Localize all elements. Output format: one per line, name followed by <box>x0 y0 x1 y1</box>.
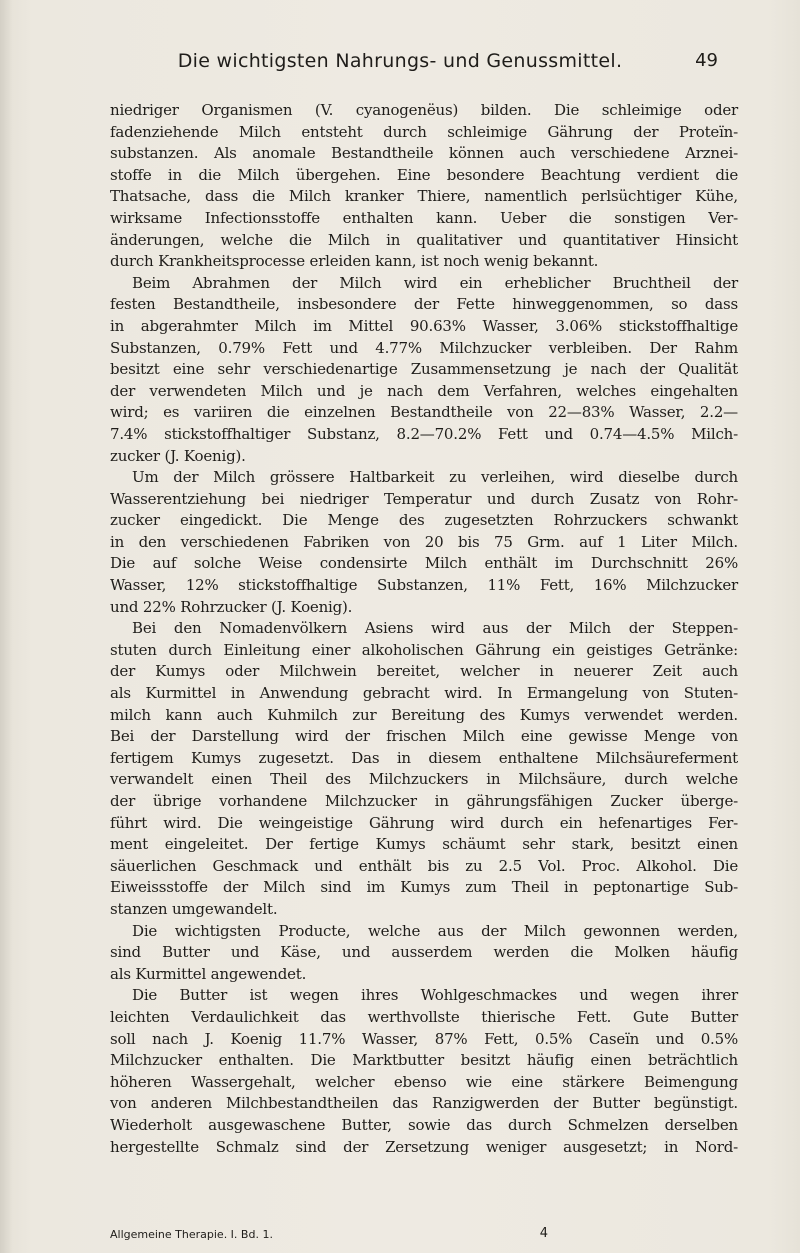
text-line: substanzen. Als anomale Bestandtheile können auch verschiedene Arznei- <box>110 144 738 163</box>
text-line: wird; es variiren die einzelnen Bestandtheile von 22—83% Wasser, 2.2— <box>110 403 738 422</box>
text-line: der übrige vorhandene Milchzucker in gährungsfähigen Zucker überge- <box>110 792 738 810</box>
text-line: höheren Wassergehalt, welcher ebenso wie eine stärkere Beimengung <box>110 1072 738 1091</box>
text-line: Bei den Nomadenvölkern Asiens wird aus der Milch der Steppen- <box>132 619 738 638</box>
text-line: hergestellte Schmalz sind der Zersetzung weniger ausgesetzt; in Nord- <box>110 1137 738 1156</box>
page-binding-shadow <box>0 0 12 1253</box>
footer-signature: Allgemeine Therapie. I. Bd. 1. <box>110 1228 273 1241</box>
text-line: in den verschiedenen Fabriken von 20 bis 75 Grm. auf 1 Liter Milch. <box>110 532 738 551</box>
body-text <box>110 100 738 1158</box>
text-line: Thatsache, dass die Milch kranker Thiere, namentlich perlsüchtiger Kühe, <box>110 187 738 206</box>
text-line: von anderen Milchbestandtheilen das Ranzigwerden der Butter begünstigt. <box>110 1094 738 1113</box>
text-line: und 22% Rohrzucker (J. Koenig). <box>110 597 353 616</box>
text-line: Eiweissstoffe der Milch sind im Kumys zum Theil in peptonartige Sub- <box>110 878 738 897</box>
text-line: als Kurmittel angewendet. <box>110 964 307 983</box>
text-line: sind Butter und Käse, und ausserdem werden die Molken häufig <box>110 943 738 962</box>
text-line: 7.4% stickstoffhaltiger Substanz, 8.2—70.2% Fett und 0.74—4.5% Milch- <box>110 424 738 443</box>
text-line: Substanzen, 0.79% Fett und 4.77% Milchzucker verbleiben. Der Rahm <box>110 338 738 357</box>
text-line: Die auf solche Weise condensirte Milch enthält im Durchschnitt 26% <box>110 554 738 573</box>
text-line: Beim Abrahmen der Milch wird ein erheblicher Bruchtheil der <box>132 273 738 292</box>
text-line: milch kann auch Kuhmilch zur Bereitung des Kumys verwendet werden. <box>110 705 738 724</box>
text-line: der verwendeten Milch und je nach dem Verfahren, welches eingehalten <box>110 381 738 400</box>
text-line: leichten Verdaulichkeit das werthvollste thierische Fett. Gute Butter <box>110 1007 738 1026</box>
text-line: Wasserentziehung bei niedriger Temperatur und durch Zusatz von Rohr- <box>110 489 738 508</box>
text-line: besitzt eine sehr verschiedenartige Zusammensetzung je nach der Qualität <box>110 360 738 379</box>
text-line: zucker eingedickt. Die Menge des zugesetzten Rohrzuckers schwankt <box>110 511 738 530</box>
text-line: durch Krankheitsprocesse erleiden kann, ist noch wenig bekannt. <box>110 252 599 271</box>
text-line: Milchzucker enthalten. Die Marktbutter besitzt häufig einen beträchtlich <box>110 1051 738 1070</box>
text-line: niedriger Organismen (V. cyanogenëus) bilden. Die schleimige oder <box>110 101 738 119</box>
text-line: stanzen umgewandelt. <box>110 899 278 918</box>
text-line: Bei der Darstellung wird der frischen Milch eine gewisse Menge von <box>110 727 738 746</box>
page-number: 49 <box>695 50 718 71</box>
header-title: Die wichtigsten Nahrungs- und Genussmittel. <box>177 50 623 72</box>
text-line: stuten durch Einleitung einer alkoholischen Gährung ein geistiges Getränke: <box>110 640 738 659</box>
text-line: wirksame Infectionsstoffe enthalten kann. Ueber die sonstigen Ver- <box>110 208 738 227</box>
text-line: soll nach J. Koenig 11.7% Wasser, 87% Fett, 0.5% Caseïn und 0.5% <box>110 1029 738 1048</box>
text-line: änderungen, welche die Milch in qualitativer und quantitativer Hinsicht <box>110 230 738 249</box>
text-line: Die wichtigsten Producte, welche aus der Milch gewonnen werden, <box>132 921 738 940</box>
text-line: in abgerahmter Milch im Mittel 90.63% Wasser, 3.06% stickstoffhaltige <box>110 316 738 335</box>
text-line: fadenziehende Milch entsteht durch schleimige Gährung der Proteïn- <box>110 122 738 141</box>
text-line: Um der Milch grössere Haltbarkeit zu verleihen, wird dieselbe durch <box>132 468 738 487</box>
text-line: Die Butter ist wegen ihres Wohlgeschmackes und wegen ihrer <box>132 986 738 1005</box>
text-line: zucker (J. Koenig). <box>110 446 246 465</box>
text-line: festen Bestandtheile, insbesondere der Fette hinweggenommen, so dass <box>110 295 738 314</box>
text-line: ment eingeleitet. Der fertige Kumys schäumt sehr stark, besitzt einen <box>110 835 738 854</box>
text-line: der Kumys oder Milchwein bereitet, welcher in neuerer Zeit auch <box>110 662 738 681</box>
text-line: verwandelt einen Theil des Milchzuckers in Milchsäure, durch welche <box>110 770 738 789</box>
text-line: stoffe in die Milch übergehen. Eine besondere Beachtung verdient die <box>110 165 738 184</box>
text-line: Wasser, 12% stickstoffhaltige Substanzen, 11% Fett, 16% Milchzucker <box>110 576 738 595</box>
text-line: führt wird. Die weingeistige Gährung wird durch ein hefenartiges Fer- <box>110 813 738 832</box>
text-line: fertigem Kumys zugesetzt. Das in diesem enthaltene Milchsäureferment <box>110 748 738 767</box>
text-line: Wiederholt ausgewaschene Butter, sowie das durch Schmelzen derselben <box>110 1115 738 1134</box>
text-line: als Kurmittel in Anwendung gebracht wird. In Ermangelung von Stuten- <box>110 684 738 703</box>
footer-sheet-number: 4 <box>539 1226 548 1241</box>
running-header <box>0 50 800 84</box>
text-line: säuerlichen Geschmack und enthält bis zu 2.5 Vol. Proc. Alkohol. Die <box>110 856 738 875</box>
